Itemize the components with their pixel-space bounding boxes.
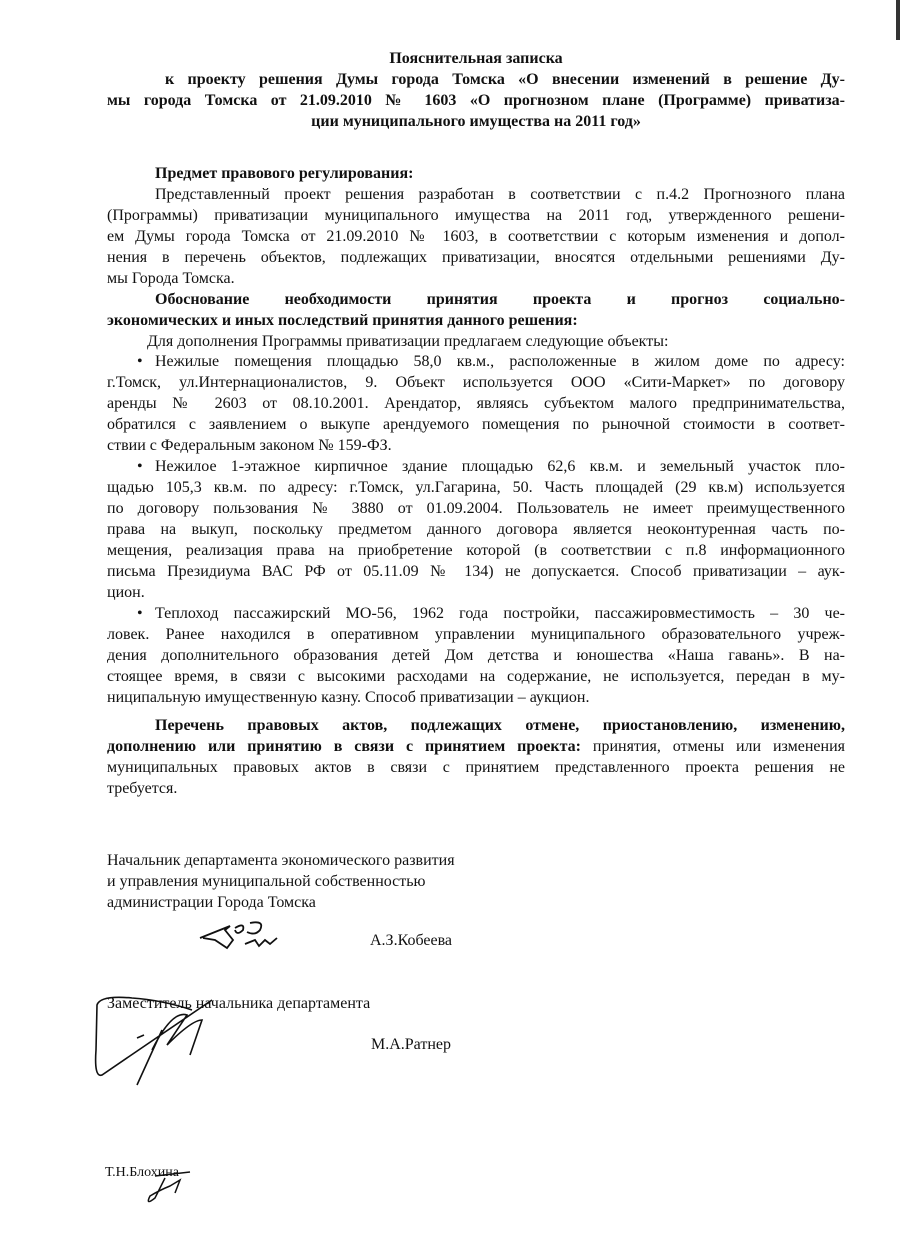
title-line: Пояснительная записка xyxy=(389,50,563,67)
text-line: щадью 105,3 кв.м. по адресу: г.Томск, ул.Гагарина, 50. Часть площадей (29 кв.м) используется xyxy=(107,479,845,496)
title-line: ции муниципального имущества на 2011 год» xyxy=(311,113,641,130)
position-line: Начальник департамента экономического развития xyxy=(107,852,455,869)
signature-ratner-icon xyxy=(92,990,252,1090)
list-item xyxy=(107,351,845,456)
document-title xyxy=(107,48,845,132)
position-line: и управления муниципальной собственностью xyxy=(107,873,426,890)
text-line: права на выкуп, поскольку предметом данного договора является неоконтуренная часть по- xyxy=(107,521,845,538)
text-line: требуется. xyxy=(107,780,178,797)
section-subject xyxy=(107,163,845,352)
text-line: Представленный проект решения разработан в соответствии с п.4.2 Прогнозного плана xyxy=(155,186,845,203)
text-line: муниципальных правовых актов в связи с принятием представленного проекта решения не xyxy=(107,759,845,776)
text-line: г.Томск, ул.Интернационалистов, 9. Объект используется ООО «Сити-Маркет» по договору xyxy=(107,374,845,391)
text-line: дения дополнительного образования детей Дом детства и юношества «Наша гавань». В на- xyxy=(107,647,845,664)
text-line: ем Думы города Томска от 21.09.2010 № 1603, в соответствии с которым изменения и допол- xyxy=(107,228,845,245)
scan-edge-mark xyxy=(896,0,900,40)
text-line xyxy=(107,736,845,757)
text-line: нения в перечень объектов, подлежащих приватизации, вносятся отдельными решениями Ду- xyxy=(107,249,845,266)
section-acts xyxy=(107,715,845,799)
text-line: (Программы) приватизации муниципального имущества на 2011 год, утвержденного решени- xyxy=(107,207,845,224)
objects-list xyxy=(107,351,845,708)
text-line: обратился с заявлением о выкупе арендуемого помещения по рыночной стоимости в соответ- xyxy=(107,416,845,433)
text-fragment: принятия, отмены или изменения xyxy=(580,738,845,755)
signature-blokhina-icon xyxy=(135,1168,195,1208)
list-item-first-line: • Теплоход пассажирский МО-56, 1962 года постройки, пассажировместимость – 30 че- xyxy=(107,603,845,624)
head-position xyxy=(107,850,845,913)
section-heading: экономических и иных последствий принятия данного решения: xyxy=(107,312,578,329)
head-name: А.З.Кобеева xyxy=(370,932,453,949)
text-line: мещения, реализация права на приобретение которой (в соответствии с п.8 информационного xyxy=(107,542,845,559)
list-item-first-line: • Нежилое 1-этажное кирпичное здание площадью 62,6 кв.м. и земельный участок пло- xyxy=(107,456,845,477)
text-line: мы Города Томска. xyxy=(107,270,235,287)
position-line: администрации Города Томска xyxy=(107,894,316,911)
section-heading: Предмет правового регулирования: xyxy=(155,165,414,182)
deputy-name: М.А.Ратнер xyxy=(371,1036,452,1053)
text-line: ловек. Ранее находился в оперативном управлении муниципального образовательного учреж- xyxy=(107,626,845,643)
executor-name: Т.Н.Блохина xyxy=(105,1165,179,1180)
section-heading: Перечень правовых актов, подлежащих отмене, приостановлению, изменению, xyxy=(155,717,845,734)
list-item xyxy=(107,456,845,603)
text-line: ниципальную имущественную казну. Способ приватизации – аукцион. xyxy=(107,689,590,706)
section-heading: Обоснование необходимости принятия проекта и прогноз социально- xyxy=(155,291,845,308)
title-line: мы города Томска от 21.09.2010 № 1603 «О прогнозном плане (Программе) приватиза- xyxy=(107,92,845,109)
text-line: письма Президиума ВАС РФ от 05.11.09 № 134) не допускается. Способ приватизации – аук- xyxy=(107,563,845,580)
signature-kobeeva-icon xyxy=(195,918,295,958)
deputy-position: Заместитель начальника департамента xyxy=(107,995,371,1012)
text-line: по договору пользования № 3880 от 01.09.2004. Пользователь не имеет преимущественного xyxy=(107,500,845,517)
list-item xyxy=(107,603,845,708)
text-line: ствии с Федеральным законом № 159-ФЗ. xyxy=(107,437,392,454)
text-line: цион. xyxy=(107,584,145,601)
text-line: аренды № 2603 от 08.10.2001. Арендатор, являясь субъектом малого предпринимательства, xyxy=(107,395,845,412)
title-line: к проекту решения Думы города Томска «О внесении изменений в решение Ду- xyxy=(165,71,845,88)
list-item-first-line: • Нежилые помещения площадью 58,0 кв.м., расположенные в жилом доме по адресу: xyxy=(107,351,845,372)
section-heading: дополнению или принятию в связи с принятием проекта: xyxy=(107,738,581,755)
text-line: стоящее время, в связи с высокими расходами на содержание, не используется, передан в му- xyxy=(107,668,845,685)
text-line: Для дополнения Программы приватизации предлагаем следующие объекты: xyxy=(147,333,669,350)
